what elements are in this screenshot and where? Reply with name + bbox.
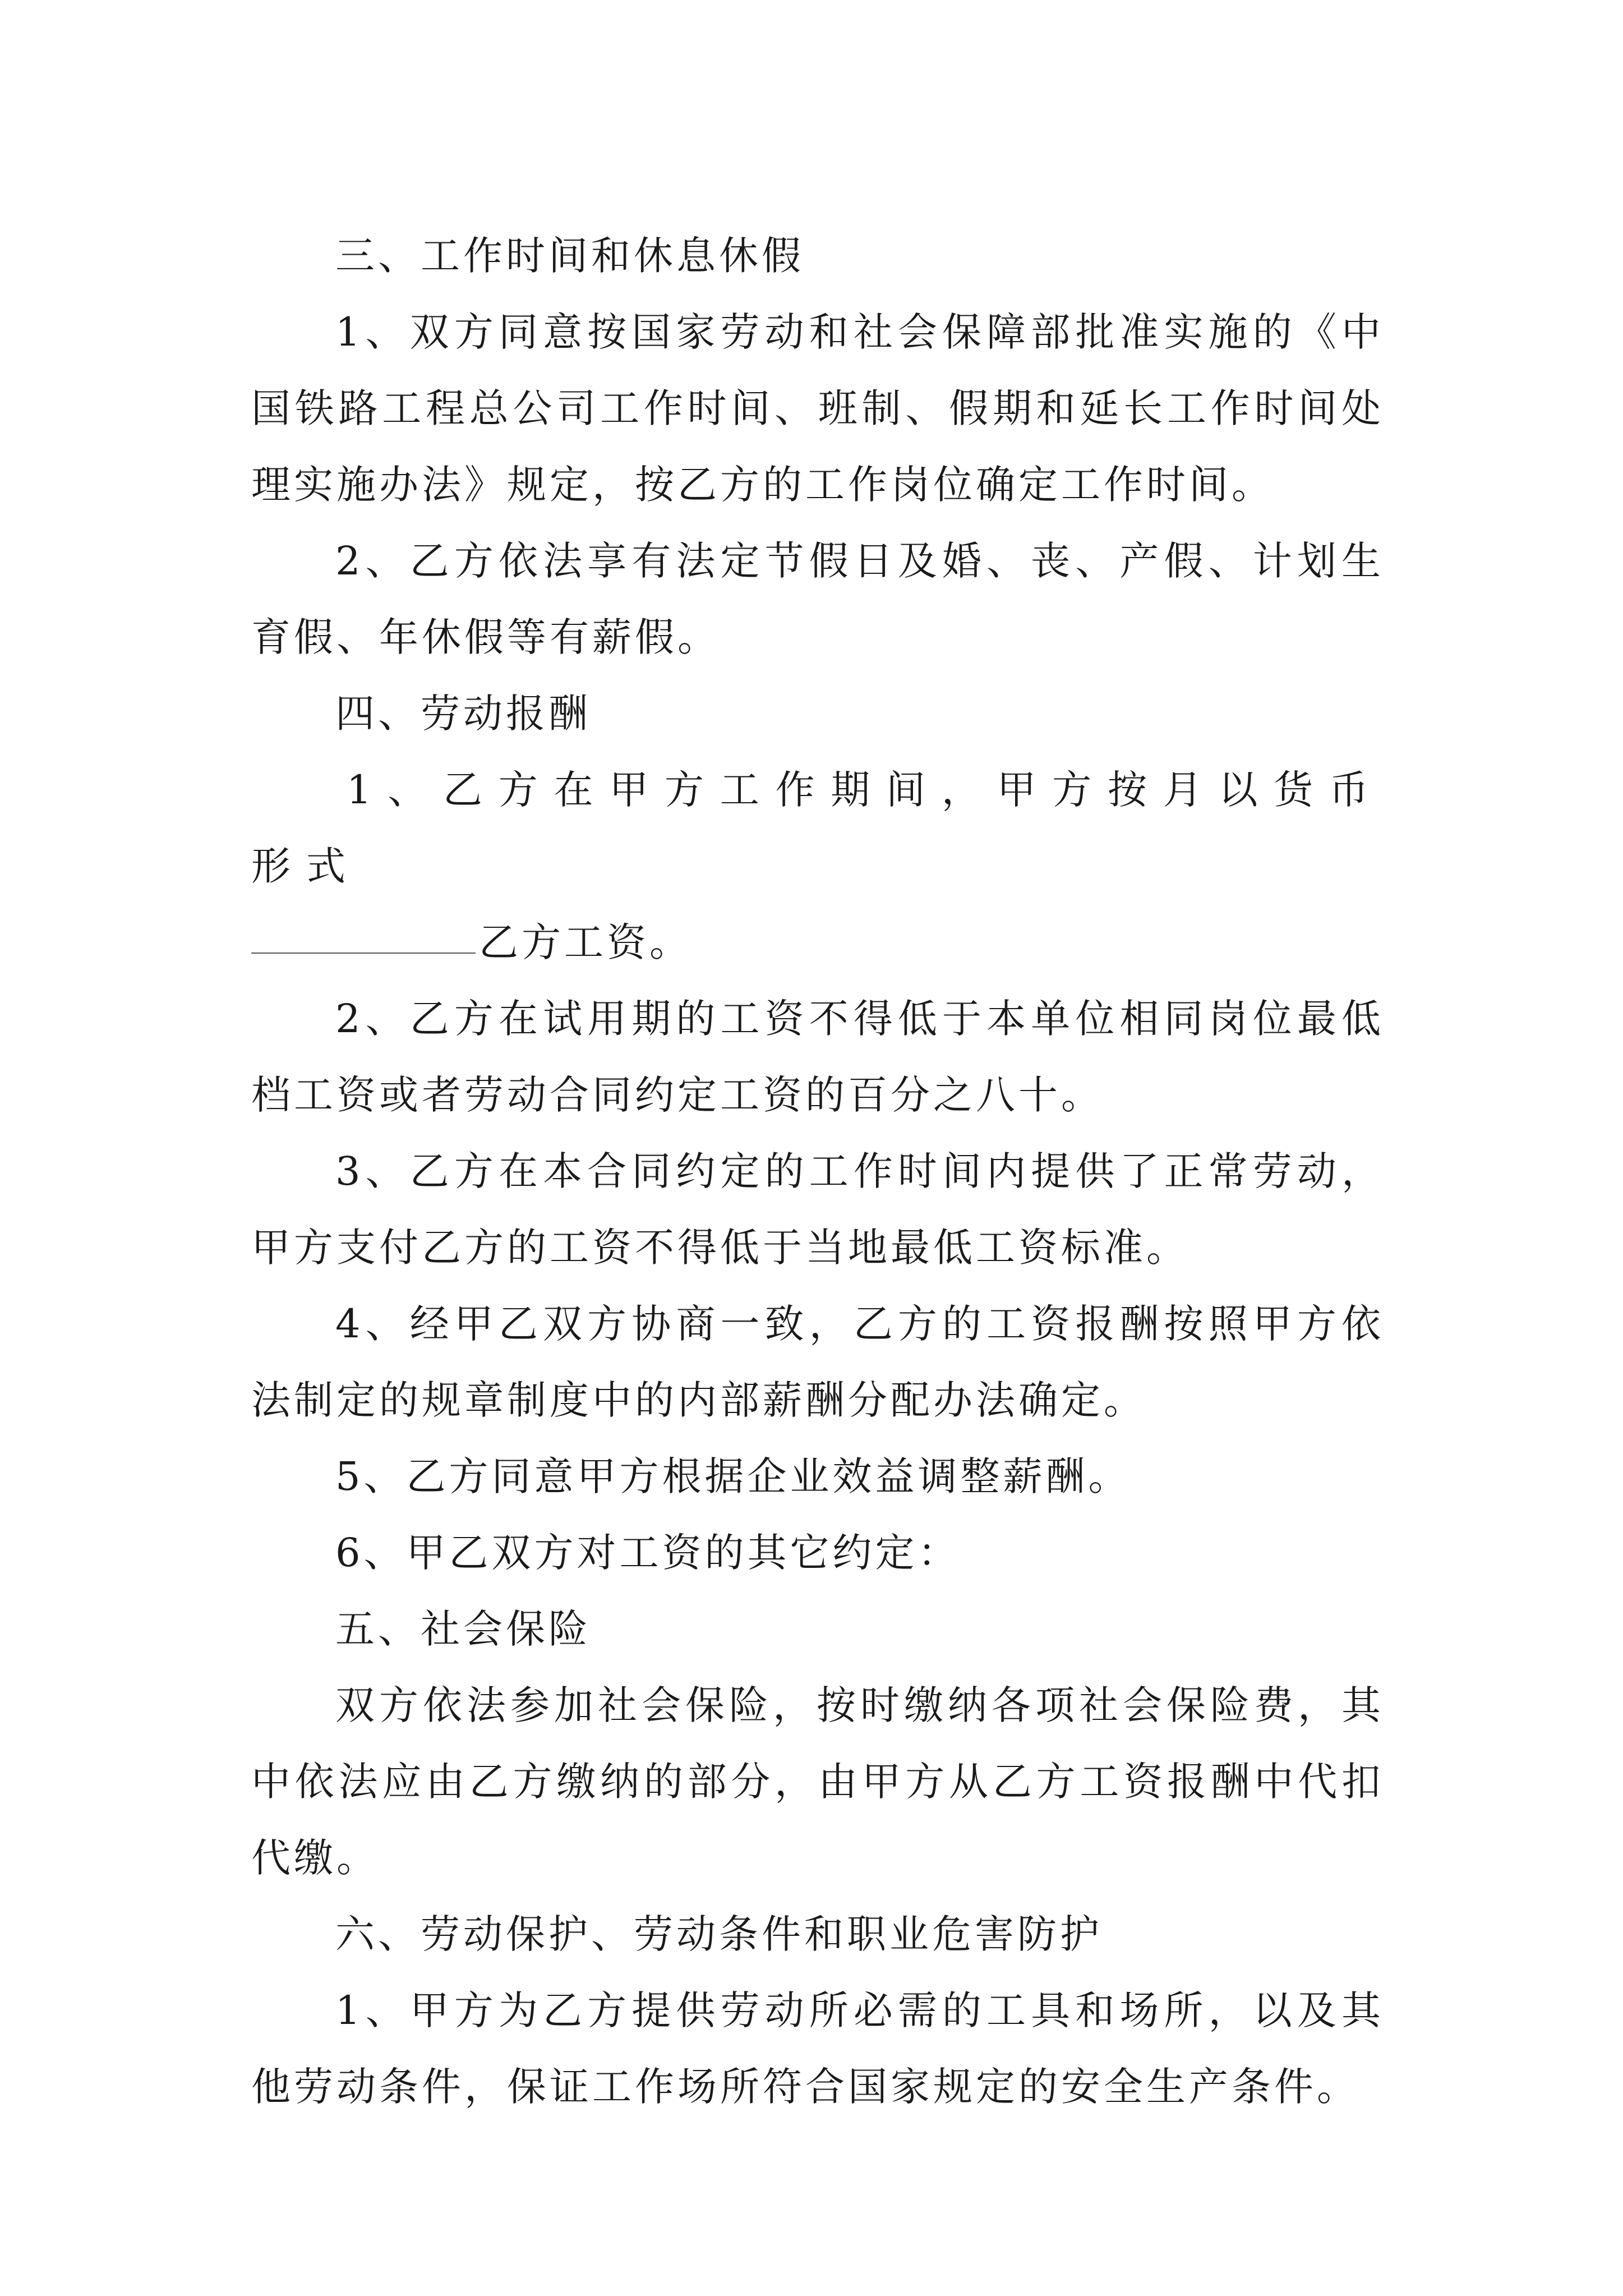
section-4-clause-4: 4、经甲乙双方协商一致，乙方的工资报酬按照甲方依法制定的规章制度中的内部薪酬分配办法确定。 bbox=[251, 1301, 1384, 1423]
section-5-clause: 双方依法参加社会保险，按时缴纳各项社会保险费，其中依法应由乙方缴纳的部分，由甲方从乙方工资报酬中代扣代缴。 bbox=[251, 1682, 1384, 1881]
section-3-title: 三、工作时间和休息休假 bbox=[335, 233, 804, 279]
section-4-clause-1-tail: 乙方工资。 bbox=[479, 919, 692, 965]
section-4-clause-3: 3、乙方在本合同约定的工作时间内提供了正常劳动，甲方支付乙方的工资不得低于当地最低工资标准。 bbox=[251, 1148, 1384, 1271]
section-4-title: 四、劳动报酬 bbox=[335, 691, 591, 737]
section-4-clause-5: 5、乙方同意甲方根据企业效益调整薪酬。 bbox=[335, 1453, 1131, 1499]
section-6-title: 六、劳动保护、劳动条件和职业危害防护 bbox=[335, 1911, 1103, 1957]
section-6-clause-1: 1、甲方为乙方提供劳动所必需的工具和场所，以及其他劳动条件，保证工作场所符合国家规定的安全生产条件。 bbox=[251, 1987, 1384, 2110]
section-4-clause-2: 2、乙方在试用期的工资不得低于本单位相同岗位最低档工资或者劳动合同约定工资的百分之八十。 bbox=[251, 996, 1384, 1118]
section-4-clause-1-line-2 bbox=[251, 904, 1384, 981]
fill-in-blank[interactable] bbox=[251, 953, 476, 954]
section-3-clause-1: 1、双方同意按国家劳动和社会保障部批准实施的《中国铁路工程总公司工作时间、班制、假期和延长工作时间处理实施办法》规定，按乙方的工作岗位确定工作时间。 bbox=[251, 309, 1384, 508]
section-4-clause-1-line-1: 1、乙方在甲方工作期间，甲方按月以货币形式 bbox=[251, 767, 1384, 889]
section-3-clause-2: 2、乙方依法享有法定节假日及婚、丧、产假、计划生育假、年休假等有薪假。 bbox=[251, 538, 1384, 660]
document-page bbox=[251, 218, 1384, 2125]
section-4-clause-6: 6、甲乙双方对工资的其它约定： bbox=[335, 1530, 961, 1576]
section-5-title: 五、社会保险 bbox=[335, 1606, 591, 1652]
